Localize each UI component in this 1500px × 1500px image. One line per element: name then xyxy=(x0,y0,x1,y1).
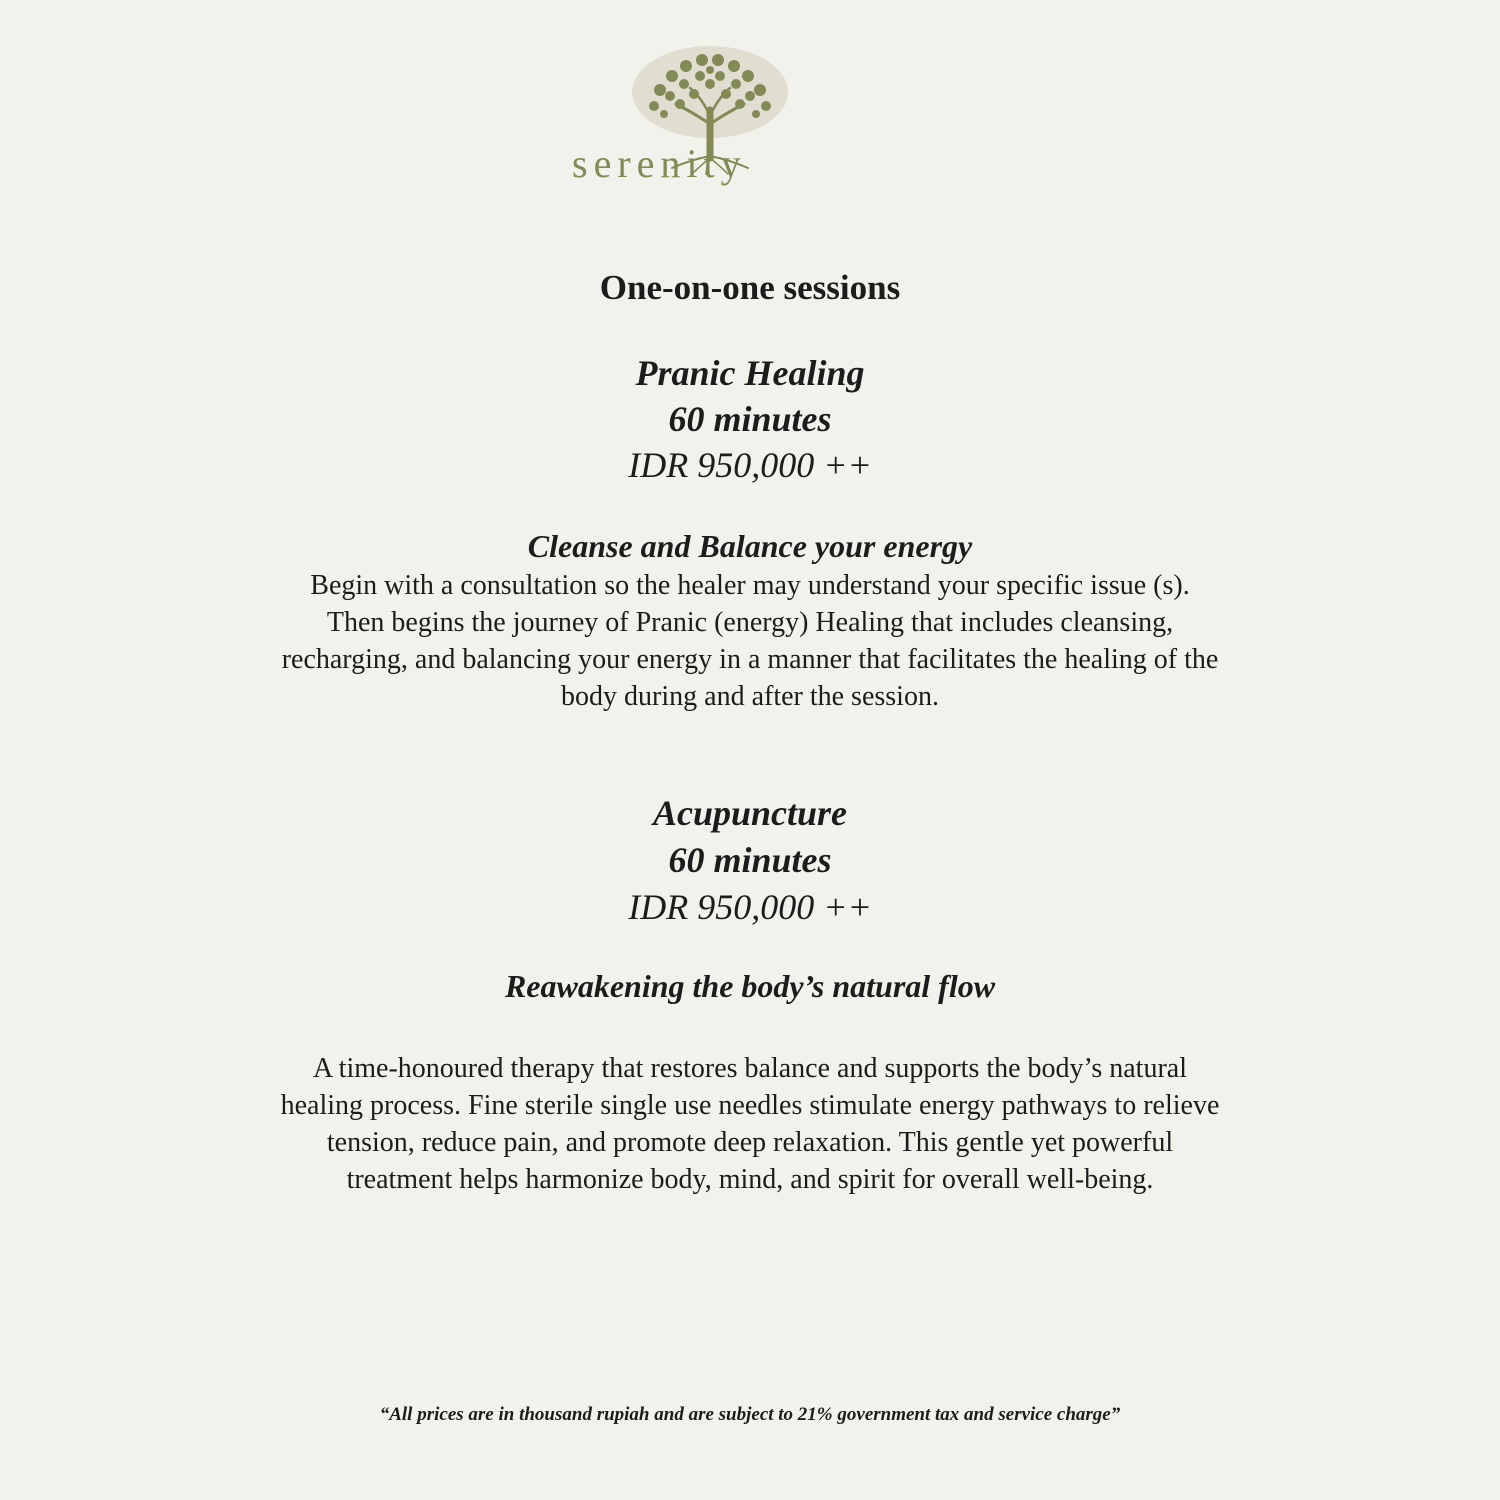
service-name-pranic: Pranic Healing xyxy=(635,353,865,393)
description-line: A time-honoured therapy that restores balance and supports the body’s natural xyxy=(313,1053,1187,1084)
page-title: One-on-one sessions xyxy=(599,268,901,307)
service-description-acupuncture xyxy=(0,1050,1500,1198)
description-line: recharging, and balancing your energy in a manner that facilitates the healing of the xyxy=(281,644,1219,675)
description-line: healing process. Fine sterile single use needles stimulate energy pathways to relieve xyxy=(280,1090,1220,1121)
description-line: treatment helps harmonize body, mind, and spirit for overall well-being. xyxy=(346,1164,1154,1195)
serenity-logo xyxy=(560,40,860,186)
description-line: Begin with a consultation so the healer may understand your specific issue (s). xyxy=(310,570,1190,601)
service-price-pranic: IDR 950,000 ++ xyxy=(628,445,872,485)
service-tagline-pranic: Cleanse and Balance your energy xyxy=(527,528,973,564)
service-price-acupuncture: IDR 950,000 ++ xyxy=(628,887,872,927)
description-line: tension, reduce pain, and promote deep relaxation. This gentle yet powerful xyxy=(326,1127,1174,1158)
service-duration-pranic: 60 minutes xyxy=(668,399,832,439)
service-duration-acupuncture: 60 minutes xyxy=(668,840,832,880)
brand-wordmark: serenity xyxy=(572,141,747,186)
service-description-pranic xyxy=(0,567,1500,715)
price-footnote: “All prices are in thousand rupiah and are subject to 21% government tax and service charge” xyxy=(379,1404,1121,1425)
description-line: body during and after the session. xyxy=(561,681,939,712)
description-line: Then begins the journey of Pranic (energy) Healing that includes cleansing, xyxy=(326,607,1174,638)
service-name-acupuncture: Acupuncture xyxy=(652,793,848,833)
service-tagline-acupuncture: Reawakening the body’s natural flow xyxy=(504,968,996,1004)
